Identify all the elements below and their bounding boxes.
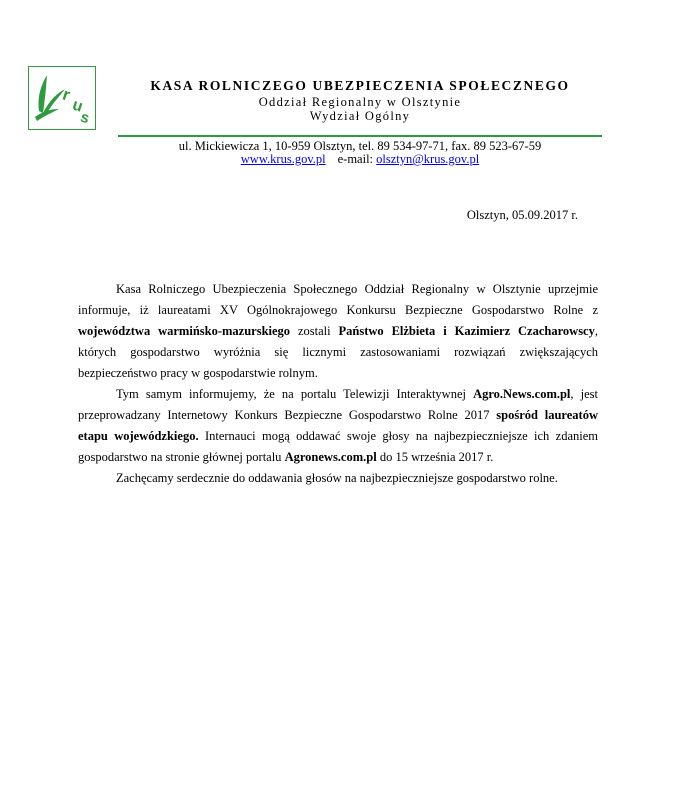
- krus-logo: [28, 66, 96, 130]
- contact-links: [118, 152, 602, 167]
- paragraph-3: Zachęcamy serdecznie do oddawania głosów na najbezpieczniejsze gospodarstwo rolne.: [116, 471, 558, 485]
- letter-body: [78, 279, 598, 489]
- svg-text:s: s: [78, 108, 92, 128]
- portal-name-2: Agronews.com.pl: [284, 450, 377, 464]
- email-label: e-mail:: [337, 152, 374, 166]
- header-divider: [118, 135, 602, 137]
- letter-date: Olsztyn, 05.09.2017 r.: [466, 208, 578, 222]
- branch-name: Oddział Regionalny w Olsztynie: [258, 95, 462, 109]
- portal-name: Agro.News.com.pl: [473, 387, 571, 401]
- krus-logo-icon: [29, 67, 95, 129]
- email-link[interactable]: olsztyn@krus.gov.pl: [376, 152, 480, 166]
- svg-text:r: r: [60, 84, 73, 105]
- svg-text:u: u: [70, 96, 85, 116]
- website-link[interactable]: www.krus.gov.pl: [240, 152, 326, 166]
- contest-stage: spośród laureatów etapu wojewódzkiego.: [78, 408, 598, 443]
- institution-name: KASA ROLNICZEGO UBEZPIECZENIA SPOŁECZNEGO: [150, 78, 570, 93]
- laureate-names: Państwo Elżbieta i Kazimierz Czacharowscy: [338, 324, 595, 338]
- department-name: Wydział Ogólny: [309, 109, 411, 123]
- region-name: województwa warmińsko-mazurskiego: [78, 324, 291, 338]
- paragraph-2: Tym samym informujemy, że na portalu Telewizji Interaktywnej Agro.News.com.pl, jest przeprowadzany Internetowy Konkurs Bezpieczne Gospodarstwo Rolne 2017 spośród laureatów etapu wojewódzkiego. Internauci mogą oddawać swoje głosy na najbezpieczniejsze ich zdaniem gospodarstwo na stronie głównej portalu Agronews.com.pl do 15 września 2017 r.: [78, 387, 598, 464]
- paragraph-1: Kasa Rolniczego Ubezpieczenia Społecznego Oddział Regionalny w Olsztynie uprzejmie informuje, iż laureatami XV Ogólnokrajowego Konkursu Bezpieczne Gospodarstwo Rolne z województwa warmińsko-mazurskiego zostali Państwo Elżbieta i Kazimierz Czacharowscy, których gospodarstwo wyróżnia się licznymi zastosowaniami rozwiązań zwiększających bezpieczeństwo pracy w gospodarstwie rolnym.: [78, 282, 598, 380]
- address-line: ul. Mickiewicza 1, 10-959 Olsztyn, tel. 89 534-97-71, fax. 89 523-67-59: [178, 139, 542, 153]
